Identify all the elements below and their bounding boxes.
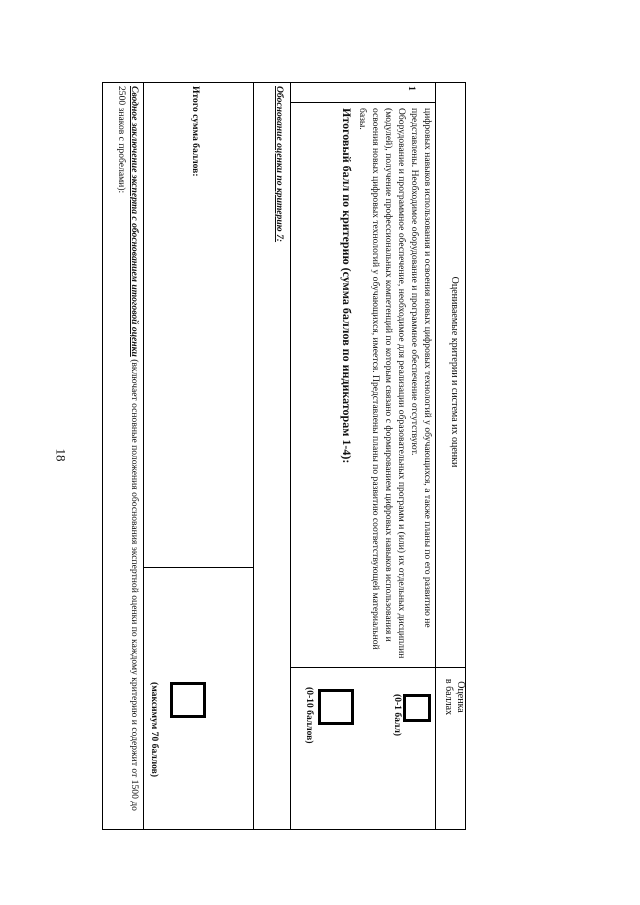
conclusion-text: Сводное заключение эксперта с обоснованием итоговой оценки (включает основные положения обоснования экспертной оценки по каждому критерию и содержит от 1500 до 2500 знаков с пробелами):	[116, 86, 140, 811]
indicator-number: 1	[406, 86, 417, 91]
total-max: (максимум 70 баллов)	[149, 682, 160, 778]
indicator-text: цифровых навыков использования и освоения новых цифровых технологий у обучающихся, а также планы по его развитию не представлены. Необходимое оборудование и программное обеспечение отсутствуют. Оборудование и программное обеспечение, необходимое для реализации образовательных программ и (или) их отдельных дисциплин (модулей), получение профессиональных компетенций по которым связано с формированием цифровых навыков использования и освоения новых цифровых технологий у обучающихся, имеется. Представлены планы по развитию соответствующей материальной базы.	[357, 108, 433, 659]
total-label: Итого сумма баллов:	[190, 86, 201, 177]
page-number: 18	[53, 448, 69, 462]
total-score-input[interactable]	[170, 682, 206, 718]
score-column-divider	[291, 667, 466, 668]
score-column-header: Оценка в баллах	[443, 678, 466, 716]
criteria-column-header: Оцениваемые критерии и система их оценки	[449, 276, 460, 468]
final-score-label: Итоговый балл по критерию (сумма баллов по индикаторам 1-4):	[340, 108, 354, 464]
row-divider-3	[143, 82, 144, 830]
row-divider-1	[290, 82, 291, 830]
indicator-score-range: (0-1 балл)	[392, 694, 403, 737]
justification-label: Обоснование оценки по критерию 7:	[274, 86, 285, 243]
row-divider-2	[253, 82, 254, 830]
total-column-divider	[144, 567, 254, 568]
score-input-indicator-1[interactable]	[403, 694, 431, 722]
final-score-input[interactable]	[318, 689, 354, 725]
header-divider	[435, 82, 436, 830]
final-score-range: (0-10 баллов)	[304, 687, 315, 744]
criteria-table	[102, 82, 466, 830]
number-column-divider	[291, 102, 436, 103]
